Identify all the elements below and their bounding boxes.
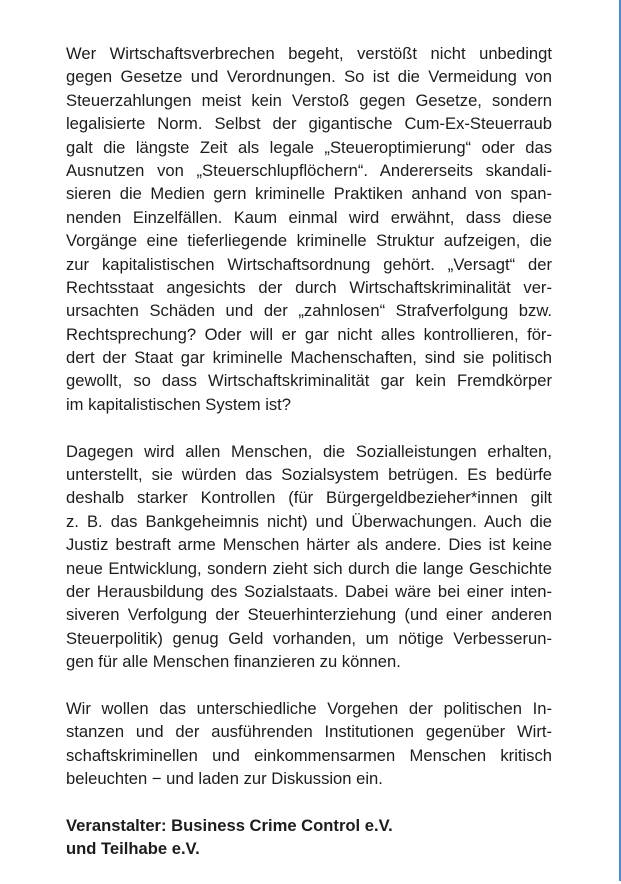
text-line: beleuchten − und laden zur Diskussion ein. — [66, 769, 383, 789]
text-line: stanzen und der ausführenden Institutionen gegenüber Wirt- — [66, 722, 552, 742]
text-line: neue Entwicklung, sondern zieht sich durch die lange Geschichte — [66, 558, 552, 578]
text-line: Rechtsprechung? Oder will er gar nicht alles kontrollieren, för- — [66, 324, 552, 344]
text-line: unterstellt, sie würden das Sozialsystem betrügen. Es bedürfe — [66, 465, 552, 485]
text-line: Justiz bestraft arme Menschen härter als andere. Dies ist keine — [66, 535, 552, 555]
text-line: im kapitalistischen System ist? — [66, 394, 292, 414]
text-line: siveren Verfolgung der Steuerhinterziehung (und einer anderen — [66, 605, 552, 625]
organizer-line: Veranstalter: Business Crime Control e.V. — [66, 815, 393, 835]
text-line: Steuerpolitik) genug Geld vorhanden, um nötige Verbesserun- — [66, 628, 552, 648]
text-line: schaftskriminellen und einkommensarmen Menschen kritisch — [66, 745, 552, 765]
text-line: nenden Einzelfällen. Kaum einmal wird erwähnt, dass diese — [66, 207, 552, 227]
organizer-line: und Teilhabe e.V. — [66, 839, 200, 859]
text-column — [66, 42, 552, 884]
text-line: der Herausbildung des Sozialstaats. Dabei wäre bei einer inten- — [66, 581, 552, 601]
text-line: Rechtsstaat angesichts der durch Wirtschaftskriminalität ver- — [66, 277, 552, 297]
paragraph-invitation — [66, 697, 552, 791]
paragraph-social-benefits — [66, 440, 552, 674]
paragraph-economic-crime — [66, 42, 552, 416]
text-line: gen für alle Menschen finanzieren zu können. — [66, 652, 401, 672]
text-line: dert der Staat gar kriminelle Machenschaften, sind sie politisch — [66, 348, 552, 368]
organizer-credit — [66, 814, 552, 861]
text-line: Ausnutzen von „Steuerschlupflöchern“. Andererseits skandali- — [66, 160, 552, 180]
text-line: z. B. das Bankgeheimnis nicht) und Überwachungen. Auch die — [66, 511, 552, 531]
text-line: deshalb starker Kontrollen (für Bürgergeldbezieher*innen gilt — [66, 488, 552, 508]
text-line: ursachten Schäden und der „zahnlosen“ Strafverfolgung bzw. — [66, 301, 552, 321]
text-line: Wer Wirtschaftsverbrechen begeht, verstößt nicht unbedingt — [66, 44, 552, 63]
text-line: Steuerzahlungen meist kein Verstoß gegen Gesetze, sondern — [66, 90, 552, 110]
text-line: legalisierte Norm. Selbst der gigantische Cum-Ex-Steuerraub — [66, 114, 552, 134]
text-line: Dagegen wird allen Menschen, die Sozialleistungen erhalten, — [66, 441, 552, 461]
text-line: Vorgänge eine tieferliegende kriminelle Struktur aufzeigen, die — [66, 231, 552, 251]
text-line: Wir wollen das unterschiedliche Vorgehen der politischen In- — [66, 698, 552, 718]
text-line: gegen Gesetze und Verordnungen. So ist die Vermeidung von — [66, 67, 552, 87]
text-line: gewollt, so dass Wirtschaftskriminalität gar kein Fremdkörper — [66, 371, 552, 391]
text-line: zur kapitalistischen Wirtschaftsordnung gehört. „Versagt“ der — [66, 254, 552, 274]
text-line: galt die längste Zeit als legale „Steueroptimierung“ oder das — [66, 137, 552, 157]
text-line: sieren die Medien gern kriminelle Praktiken anhand von span- — [66, 184, 552, 204]
